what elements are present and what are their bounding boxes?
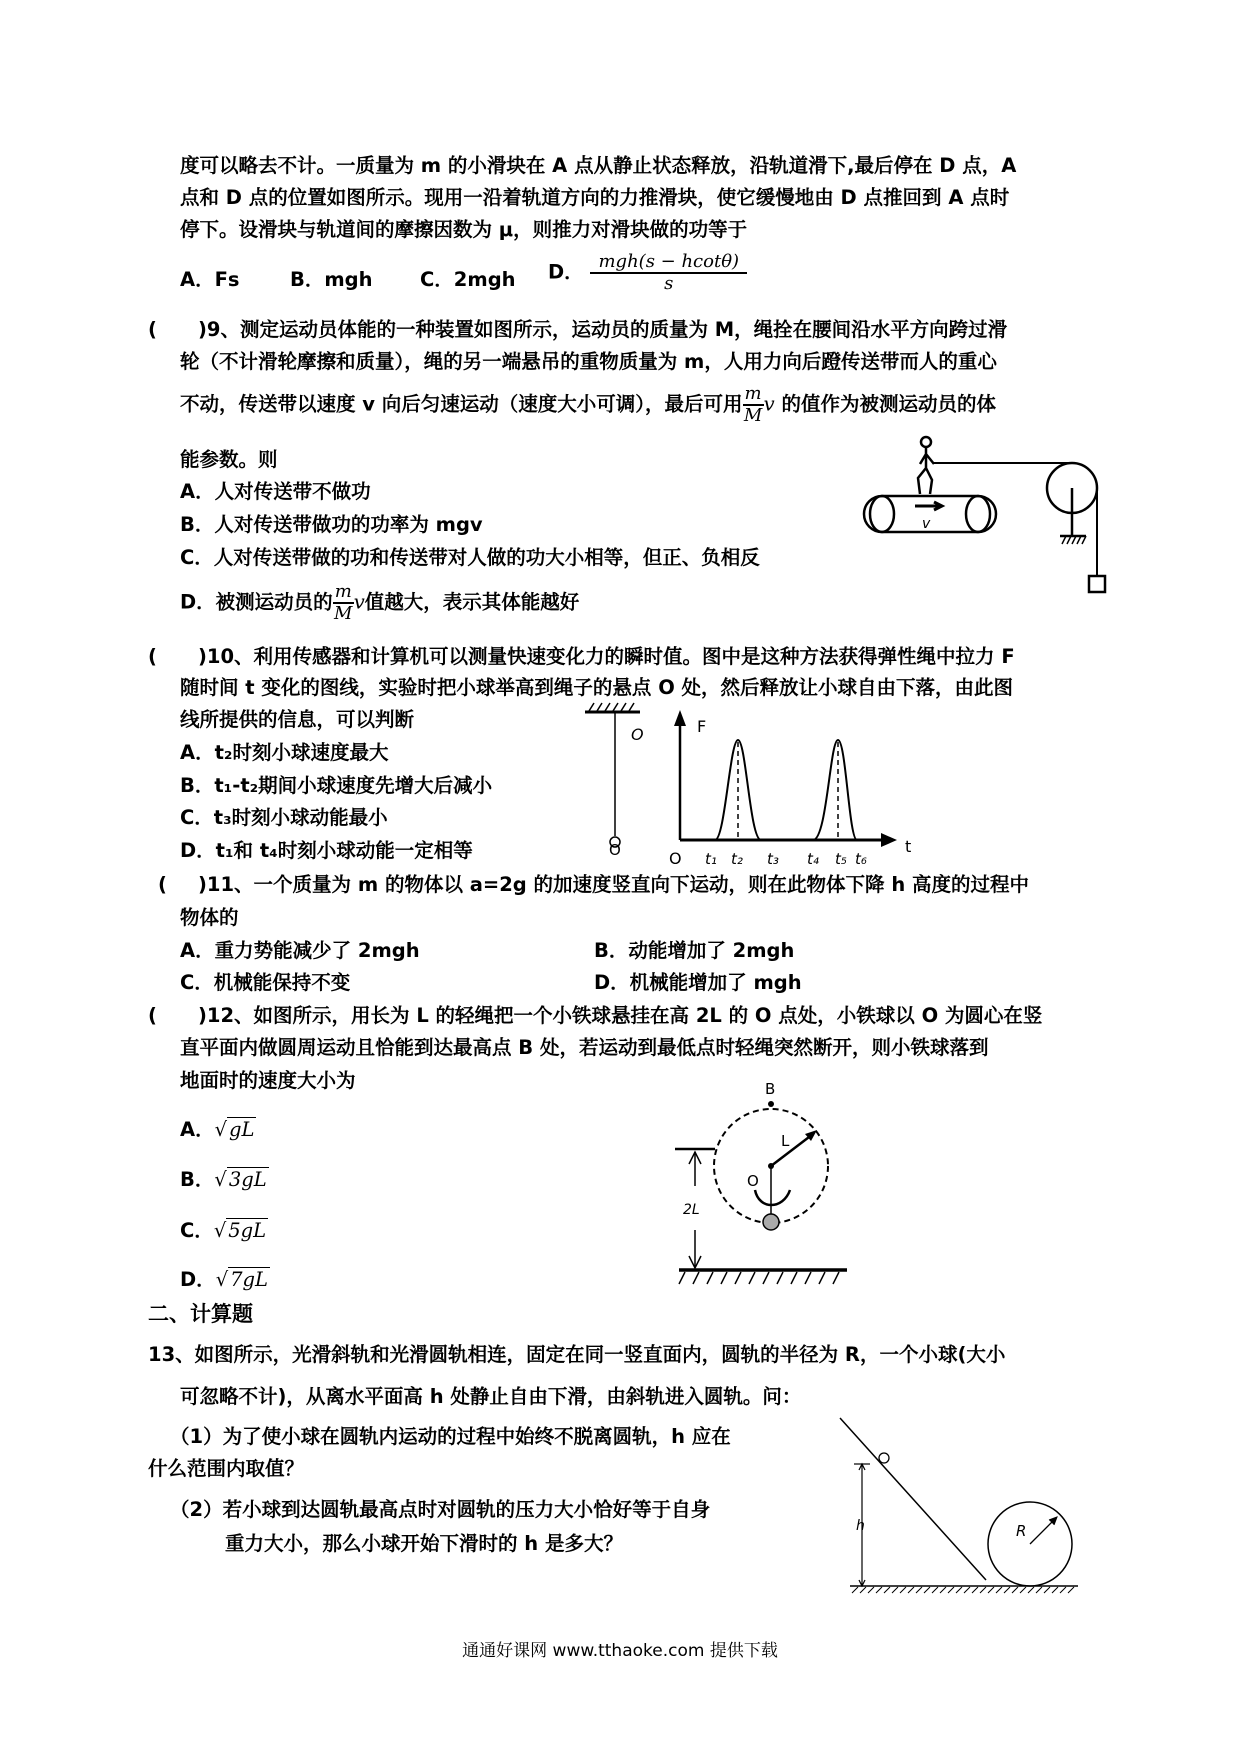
q10-option-d: D．t₁和 t₄时刻小球动能一定相等	[180, 839, 473, 862]
q8-option-a: A．Fs	[180, 268, 240, 291]
y-axis-arrow-icon	[674, 710, 686, 726]
q10-line-2: 随时间 t 变化的图线，实验时把小球举高到绳子的悬点 O 处，然后释放让小球自由下落，由此图	[180, 676, 1014, 699]
q10-line-3: 线所提供的信息，可以判断	[180, 708, 415, 731]
point-b-label: B	[765, 1080, 776, 1098]
q10-option-a: A．t₂时刻小球速度最大	[180, 741, 389, 764]
q12-option-c	[180, 1219, 268, 1243]
q12-option-b-value: √ 3gL	[214, 1168, 267, 1191]
q12-option-c-value: √ 5gL	[213, 1219, 267, 1242]
q13-part1-line-1: （1）为了使小球在圆轨内运动的过程中始终不脱离圆轨，h 应在	[170, 1425, 731, 1448]
q10-line-1: )10、利用传感器和计算机可以测量快速变化力的瞬时值。图中是这种方法获得弹性绳中拉力 F	[198, 645, 1015, 668]
q13-line-2: 可忽略不计)，从离水平面高 h 处静止自由下滑，由斜轨进入圆轨。问：	[180, 1385, 802, 1408]
radius-label: L	[781, 1132, 790, 1150]
radicand: 7gL	[230, 1268, 268, 1291]
q9-frac-v: v	[763, 392, 775, 416]
conveyor-roller-left	[870, 496, 894, 532]
q10-option-b: B．t₁-t₂期间小球速度先增大后减小	[180, 774, 493, 797]
q9-frac-num: m	[744, 383, 762, 404]
q11-line-1: )11、一个质量为 m 的物体以 a=2g 的加速度竖直向下运动，则在此物体下降 h 高度的过程中	[198, 873, 1030, 896]
q12-option-a-value: √ gL	[214, 1118, 255, 1141]
radicand: gL	[229, 1118, 255, 1141]
q8-option-c: C．2mgh	[420, 268, 516, 291]
q9-d-frac-den: M	[334, 603, 353, 624]
q9-d-frac-v: v	[353, 590, 365, 614]
ball-label: O	[609, 841, 621, 859]
center-label: O	[747, 1172, 759, 1190]
x-axis-label: t	[905, 837, 912, 856]
conveyor-roller-right	[966, 496, 990, 532]
tick-t5: t₅	[835, 850, 847, 868]
q9-line-2: 轮（不计滑轮摩擦和质量），绳的另一端悬吊的重物质量为 m，人用力向后蹬传送带而人的重心	[180, 350, 997, 373]
q12-option-a	[180, 1118, 256, 1142]
height-label: 2L	[683, 1202, 700, 1218]
q12-option-c-label: C．	[180, 1219, 214, 1242]
q9-option-d-text: D．被测运动员的	[180, 590, 333, 614]
q9-option-d-tail: 值越大，表示其体能越好	[364, 590, 580, 614]
q8-option-d-label: D．	[548, 260, 584, 284]
q9-d-frac-num: m	[334, 581, 352, 602]
q9-option-c: C．人对传送带做的功和传送带对人做的功大小相等，但正、负相反	[180, 546, 760, 569]
q12-option-b-label: B．	[180, 1168, 215, 1191]
q9-fraction	[743, 384, 764, 426]
ground-hatch	[679, 1272, 839, 1284]
q12-answer-paren: (	[148, 1004, 157, 1027]
q8-d-numerator: mgh(s − hcotθ)	[590, 252, 747, 274]
radius-line	[771, 1134, 813, 1166]
q10-force-time-figure	[585, 700, 925, 870]
ball	[879, 1453, 889, 1463]
q10-answer-paren: (	[148, 645, 157, 668]
q13-track-figure	[840, 1418, 1085, 1603]
q12-line-3: 地面时的速度大小为	[180, 1069, 356, 1092]
x-axis-arrow-icon	[881, 833, 897, 847]
q9-option-b: B．人对传送带做功的功率为 mgv	[180, 513, 483, 536]
section-title: 二、计算题	[148, 1302, 253, 1326]
q13-part1-line-2: 什么范围内取值？	[148, 1457, 305, 1480]
q12-circular-motion-figure	[675, 1078, 855, 1293]
suspension-point-label: O	[631, 725, 644, 744]
q9-frac-den: M	[743, 405, 763, 426]
ceiling-hatch	[589, 703, 634, 711]
q11-line-2: 物体的	[180, 906, 239, 929]
tick-t6: t₆	[855, 850, 867, 868]
radicand: 3gL	[228, 1168, 267, 1191]
q8-option-b: B．mgh	[290, 268, 373, 291]
q11-option-c: C．机械能保持不变	[180, 971, 351, 994]
q13-part2-line-2: 重力大小，那么小球开始下滑时的 h 是多大？	[225, 1532, 623, 1555]
q8-line-2: 点和 D 点的位置如图所示。现用一沿着轨道方向的力推滑块，使它缓慢地由 D 点推回到 A 点时	[180, 186, 1010, 209]
q9-line-3-tail: 的值作为被测运动员的体	[781, 392, 996, 416]
q9-treadmill-figure	[860, 436, 1110, 596]
q12-option-a-label: A．	[180, 1118, 215, 1141]
q12-option-d-label: D．	[180, 1268, 216, 1291]
tick-t4: t₄	[807, 850, 819, 868]
q9-line-1: )9、测定运动员体能的一种装置如图所示，运动员的质量为 M，绳拴在腰间沿水平方向跨过滑	[198, 318, 1008, 341]
iron-ball	[763, 1214, 779, 1230]
ground-hatch	[852, 1587, 1074, 1593]
q12-line-1: )12、如图所示，用长为 L 的轻绳把一个小铁球悬挂在高 2L 的 O 点处，小铁球以 O 为圆心在竖	[198, 1004, 1043, 1027]
q12-option-b	[180, 1168, 269, 1192]
q9-answer-paren: (	[148, 318, 157, 341]
q12-option-d	[180, 1268, 270, 1292]
height-label: h	[856, 1518, 865, 1534]
q11-answer-paren: (	[158, 873, 167, 896]
point-b-dot	[768, 1101, 774, 1107]
q13-line-1: 13、如图所示，光滑斜轨和光滑圆轨相连，固定在同一竖直面内，圆轨的半径为 R，一个小球(大小	[148, 1343, 1006, 1366]
q8-option-d	[548, 252, 747, 294]
radius-label: R	[1016, 1522, 1027, 1540]
q8-option-d-fraction	[590, 252, 747, 294]
q11-option-a: A．重力势能减少了 2mgh	[180, 939, 420, 962]
force-peak-2	[813, 740, 857, 840]
q9-option-a: A．人对传送带不做功	[180, 480, 371, 503]
q13-part2-line-1: （2）若小球到达圆轨最高点时对圆轨的压力大小恰好等于自身	[170, 1498, 711, 1521]
origin-label: O	[669, 849, 682, 868]
q9-option-d-fraction	[333, 582, 354, 624]
rotation-arrow-icon	[755, 1190, 790, 1205]
q9-line-3	[180, 384, 996, 426]
q8-line-3: 停下。设滑块与轨道间的摩擦因数为 μ，则推力对滑块做的功等于	[180, 218, 748, 241]
q9-option-d	[180, 582, 579, 624]
athlete-body	[918, 447, 934, 494]
q9-line-4: 能参数。则	[180, 448, 278, 471]
y-axis-label: F	[697, 717, 707, 736]
belt-arrow-icon	[915, 502, 942, 510]
radicand: 5gL	[228, 1219, 267, 1242]
tick-t1: t₁	[705, 850, 717, 868]
q11-option-b: B．动能增加了 2mgh	[594, 939, 795, 962]
footer-source: 通通好课网 www.tthaoke.com 提供下载	[462, 1641, 778, 1661]
q8-line-1: 度可以略去不计。一质量为 m 的小滑块在 A 点从静止状态释放，沿轨道滑下,最后停在 D 点，A	[180, 154, 1017, 177]
belt-velocity-label: v	[922, 516, 931, 532]
athlete-head	[921, 437, 931, 447]
tick-t2: t₂	[731, 850, 743, 868]
hanging-weight	[1089, 576, 1105, 592]
tick-t3: t₃	[767, 850, 779, 868]
q11-option-d: D．机械能增加了 mgh	[594, 971, 802, 994]
q10-option-c: C．t₃时刻小球动能最小	[180, 806, 388, 829]
q8-d-denominator: s	[664, 273, 674, 294]
q12-option-d-value: √ 7gL	[215, 1268, 268, 1291]
q9-line-3-text: 不动，传送带以速度 v 向后匀速运动（速度大小可调），最后可用	[180, 392, 743, 416]
q12-line-2: 直平面内做圆周运动且恰能到达最高点 B 处，若运动到最低点时轻绳突然断开，则小铁球落到	[180, 1036, 989, 1059]
